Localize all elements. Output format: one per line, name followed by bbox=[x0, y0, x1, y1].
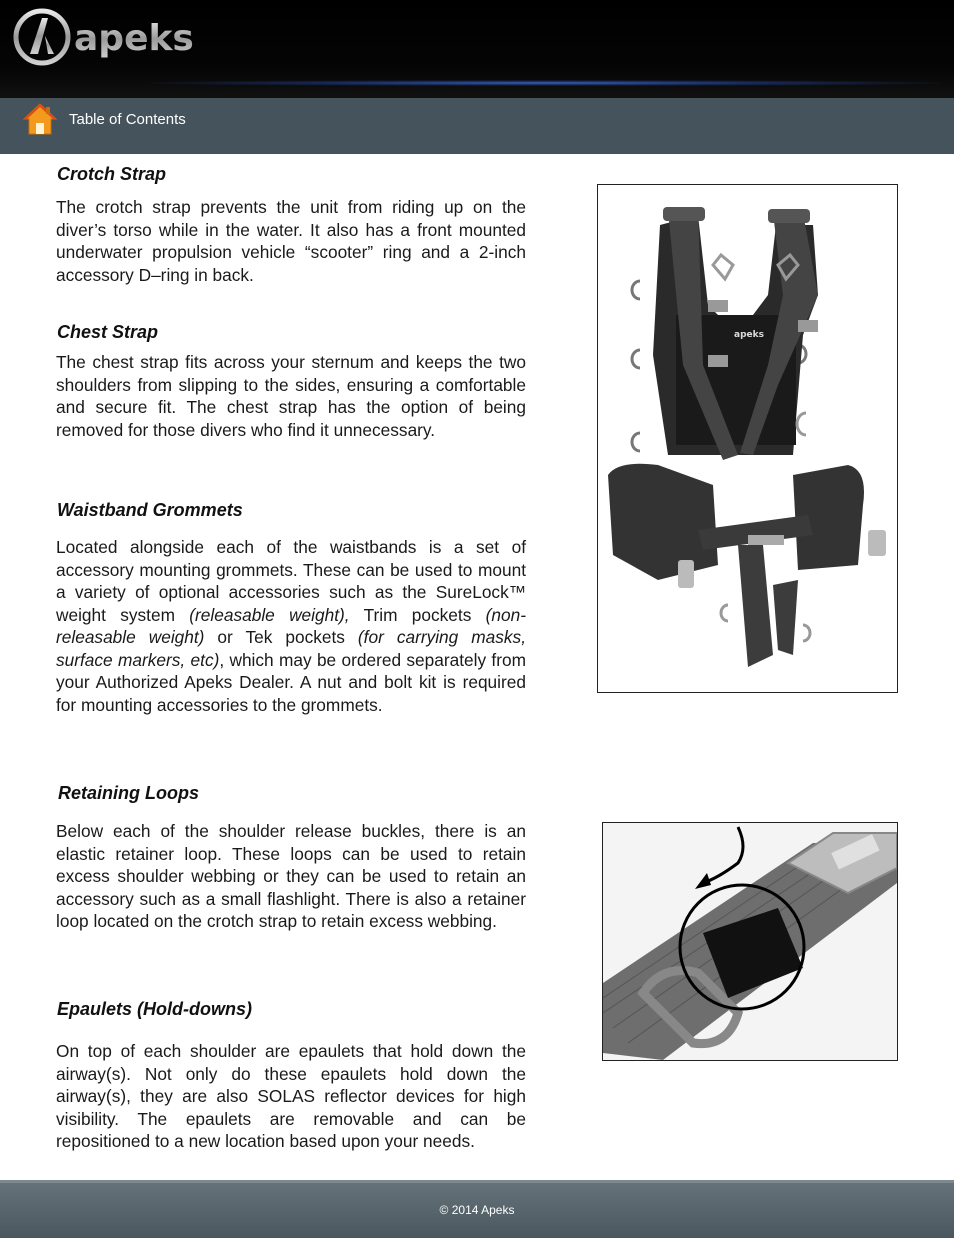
text-span: or Tek pockets bbox=[204, 627, 358, 647]
page-footer bbox=[0, 1180, 954, 1238]
page-header bbox=[0, 0, 954, 98]
harness-illustration bbox=[598, 185, 897, 692]
heading-retaining-loops: Retaining Loops bbox=[58, 783, 199, 803]
heading-crotch-strap: Crotch Strap bbox=[57, 164, 167, 184]
text-span: Located alongside each of the waistbands is a set of accessory mounting grommets. These can be used to mount a variety of optional accessories such as the SureLock™ weight system bbox=[56, 537, 526, 625]
paragraph-crotch-strap: The crotch strap prevents the unit from riding up on the diver’s torso while in the water. It also has a front mounted underwater propulsion vehicle “scooter” ring and a 2-inch accessory D–ring in back. bbox=[56, 197, 526, 285]
harness-image bbox=[597, 184, 898, 693]
home-icon[interactable] bbox=[22, 102, 58, 136]
italic-span: (releasable weight), bbox=[189, 604, 350, 625]
toc-label[interactable]: Table of Contents bbox=[69, 110, 186, 128]
paragraph-epaulets: On top of each shoulder are epaulets that hold down the airway(s). Not only do these epaulets hold down the airway(s), they are also SOLAS reflector devices for high visibility. The epaulets are removable and can be repositioned to a new location based upon your needs. bbox=[56, 1041, 526, 1151]
copyright-text: © 2014 Apeks bbox=[439, 1203, 515, 1217]
italic-span: (for carrying masks, surface markers, etc) bbox=[56, 627, 526, 670]
text-span: Trim pockets bbox=[349, 604, 486, 625]
retaining-loop-illustration bbox=[603, 823, 897, 1060]
brand-wordmark: apeks bbox=[74, 18, 194, 59]
heading-epaulets: Epaulets (Hold-downs) bbox=[57, 999, 252, 1019]
harness-logo-text: apeks bbox=[734, 330, 764, 340]
paragraph-chest-strap: The chest strap fits across your sternum and keeps the two shoulders from slipping to the sides, ensuring a comfortable and secure fit. The chest strap has the option of being removed for those divers who find it unnecessary. bbox=[56, 352, 526, 440]
apeks-logo bbox=[12, 6, 242, 68]
table-of-contents-link[interactable] bbox=[22, 102, 186, 136]
heading-chest-strap: Chest Strap bbox=[57, 322, 159, 342]
italic-span: (non-releasable weight) bbox=[56, 604, 526, 647]
paragraph-waistband-grommets bbox=[56, 536, 526, 716]
retaining-loop-image bbox=[602, 822, 898, 1061]
text-span: , which may be ordered separately from your Authorized Apeks Dealer. A nut and bolt kit is required for mounting accessories to the grommets. bbox=[56, 649, 526, 715]
heading-waistband-grommets: Waistband Grommets bbox=[57, 500, 243, 520]
navigation-bar bbox=[0, 98, 954, 154]
header-glow bbox=[150, 80, 940, 86]
paragraph-retaining-loops: Below each of the shoulder release buckles, there is an elastic retainer loop. These loops can be used to retain excess shoulder webbing or they can be used to retain an accessory such as a small flashlight. There is also a retainer loop located on the crotch strap to retain excess webbing. bbox=[56, 821, 526, 931]
